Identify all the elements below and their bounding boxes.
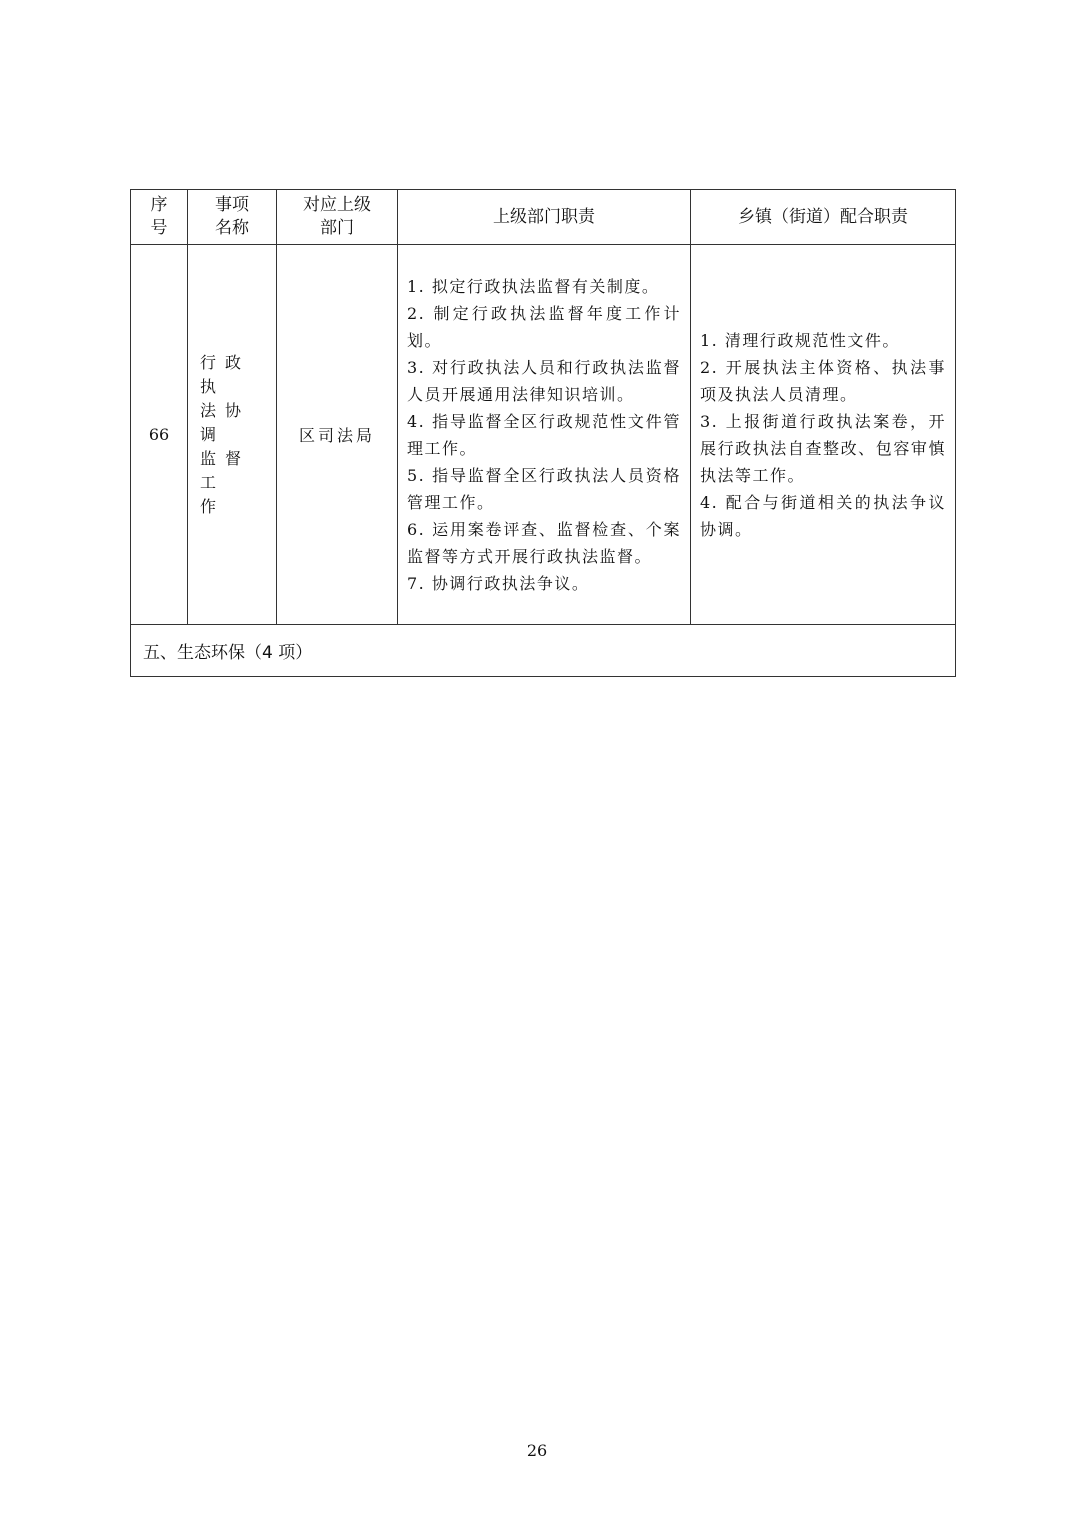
town-duty-item: 3. 上报街道行政执法案卷，开展行政执法自查整改、包容审慎执法等工作。 [700, 411, 946, 485]
header-upper-duties [398, 190, 691, 245]
item-name-line: 行政执 [200, 352, 251, 396]
upper-duty-item: 1. 拟定行政执法监督有关制度。 [407, 276, 660, 296]
item-name-line: 法协调 [200, 400, 251, 444]
upper-duty-item: 4. 指导监督全区行政规范性文件管理工作。 [407, 411, 681, 458]
page-number: 26 [526, 1441, 548, 1460]
upper-duties-cell [398, 245, 691, 625]
header-text: 对应上级 [303, 195, 371, 215]
header-serial-number [131, 190, 188, 245]
header-upper-department [277, 190, 398, 245]
town-duty-item: 1. 清理行政规范性文件。 [700, 330, 900, 350]
item-name-line: 监督工 [200, 448, 251, 492]
town-duty-item: 2. 开展执法主体资格、执法事项及执法人员清理。 [700, 357, 946, 404]
upper-duty-item: 2. 制定行政执法监督年度工作计划。 [407, 303, 681, 350]
header-text: 事项 [215, 195, 249, 215]
header-text: 序 [150, 195, 168, 215]
town-duty-item: 4. 配合与街道相关的执法争议协调。 [700, 492, 946, 539]
header-text: 乡镇（街道）配合职责 [738, 206, 908, 227]
header-text: 部门 [320, 218, 354, 238]
duty-table [130, 189, 956, 677]
header-text: 上级部门职责 [493, 206, 595, 227]
header-town-duties [691, 190, 956, 245]
section-row [131, 625, 956, 677]
header-item-name [188, 190, 277, 245]
item-name-line: 作 [200, 496, 226, 516]
department-cell: 区司法局 [277, 245, 398, 625]
header-text: 号 [150, 218, 168, 238]
upper-duty-item: 6. 运用案卷评查、监督检查、个案监督等方式开展行政执法监督。 [407, 519, 681, 566]
upper-duty-item: 5. 指导监督全区行政执法人员资格管理工作。 [407, 465, 681, 512]
section-title: 五、生态环保（4 项） [131, 625, 956, 677]
serial-number-cell: 66 [131, 245, 188, 625]
table-row [131, 245, 956, 625]
header-text: 名称 [215, 218, 249, 238]
town-duties-cell [691, 245, 956, 625]
upper-duty-item: 3. 对行政执法人员和行政执法监督人员开展通用法律知识培训。 [407, 357, 681, 404]
table-header-row [131, 190, 956, 245]
item-name-cell [188, 245, 277, 625]
upper-duty-item: 7. 协调行政执法争议。 [407, 573, 590, 593]
